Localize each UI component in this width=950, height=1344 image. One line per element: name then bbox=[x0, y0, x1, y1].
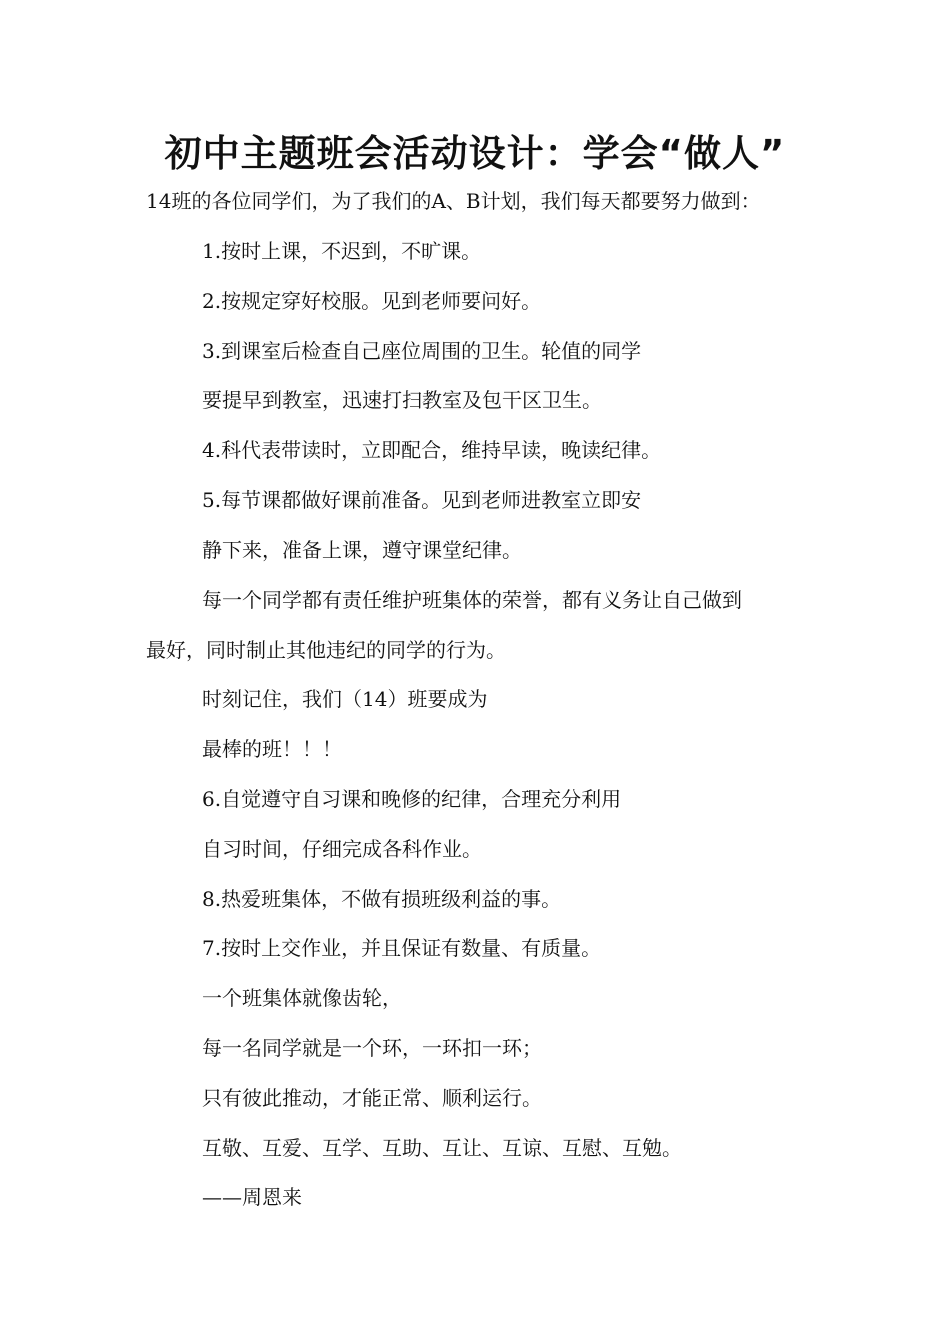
rule-item-5: 5.每节课都做好课前准备。见到老师进教室立即安 bbox=[202, 488, 642, 512]
quote-attribution: ——周恩来 bbox=[202, 1185, 302, 1209]
responsibility-paragraph-line-1: 每一个同学都有责任维护班集体的荣誉，都有义务让自己做到 bbox=[202, 588, 742, 612]
responsibility-paragraph-line-2: 最好，同时制止其他违纪的同学的行为。 bbox=[146, 638, 506, 662]
document-title: 初中主题班会活动设计：学会“做人” bbox=[164, 132, 786, 175]
rule-item-2: 2.按规定穿好校服。见到老师要问好。 bbox=[202, 289, 542, 313]
quote-line-1: 一个班集体就像齿轮， bbox=[202, 986, 402, 1010]
rule-item-8: 8.热爱班集体，不做有损班级利益的事。 bbox=[202, 887, 562, 911]
rule-item-1: 1.按时上课，不迟到，不旷课。 bbox=[202, 239, 482, 263]
motto-line-1: 时刻记住，我们（14）班要成为 bbox=[202, 687, 488, 711]
rule-item-6-continued: 自习时间，仔细完成各科作业。 bbox=[202, 837, 482, 861]
rule-item-3: 3.到课室后检查自己座位周围的卫生。轮值的同学 bbox=[202, 339, 642, 363]
rule-item-3-continued: 要提早到教室，迅速打扫教室及包干区卫生。 bbox=[202, 388, 602, 412]
rule-item-5-continued: 静下来，准备上课，遵守课堂纪律。 bbox=[202, 538, 522, 562]
quote-line-4: 互敬、互爱、互学、互助、互让、互谅、互慰、互勉。 bbox=[202, 1136, 682, 1160]
rule-item-4: 4.科代表带读时，立即配合，维持早读，晚读纪律。 bbox=[202, 438, 662, 462]
quote-line-2: 每一名同学就是一个环，一环扣一环； bbox=[202, 1036, 542, 1060]
rule-item-6: 6.自觉遵守自习课和晚修的纪律，合理充分利用 bbox=[202, 787, 622, 811]
intro-line: 14班的各位同学们，为了我们的A、B计划，我们每天都要努力做到： bbox=[146, 189, 761, 213]
motto-line-2: 最棒的班！！！ bbox=[202, 737, 342, 761]
quote-line-3: 只有彼此推动，才能正常、顺利运行。 bbox=[202, 1086, 542, 1110]
rule-item-7: 7.按时上交作业，并且保证有数量、有质量。 bbox=[202, 936, 602, 960]
